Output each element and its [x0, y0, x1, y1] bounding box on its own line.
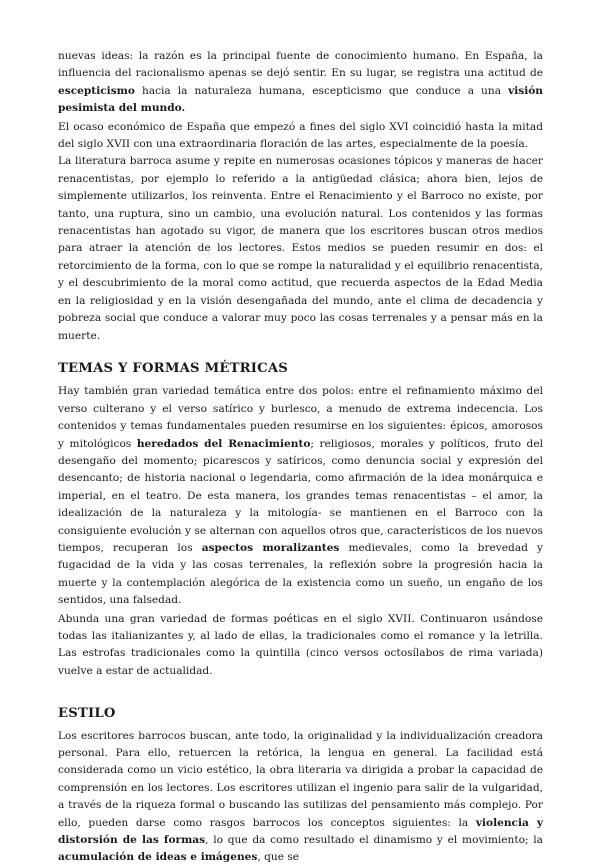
paragraph-racionalismo [58, 48, 543, 118]
section-heading-estilo: ESTILO [58, 706, 116, 722]
section-heading-temas: TEMAS Y FORMAS MÉTRICAS [58, 360, 289, 376]
text: , lo que da como resultado el dinamismo y el movimiento; la [205, 834, 543, 847]
text: hacia la naturaleza humana, escepticismo que conduce a una [134, 84, 509, 97]
text: medievales, como la brevedad y fugacidad de la vida y las cosas terrenales, la reflexión sobre la progresión hacia la muerte y la contemplación alegórica de la existencia como un sueño, un engaño de los sentidos, una falsedad. [58, 541, 543, 607]
bold-term: heredados del Renacimiento [136, 437, 311, 450]
paragraph-ocaso: El ocaso económico de España que empezó a fines del siglo XVI coincidió hasta la mitad del siglo XVII con una extraordinaria floración de las artes, especialmente de la poesía. [58, 120, 543, 151]
bold-term: violencia y distorsión de las formas [58, 816, 543, 847]
bold-term: escepticismo [58, 84, 135, 97]
paragraph-literatura-barroca: La literatura barroca asume y repite en numerosas ocasiones tópicos y maneras de hacer renacentistas, por ejemplo lo referido a la antigüedad clásica; ahora bien, lejos de simplemente utilizarlos, los reinventa. Entre el Renacimiento y el Barroco no existe, por tanto, una ruptura, sino un cambio, una evolución natural. Los contenidos y las formas renacentistas han agotado su vigor, de manera que los escritores buscan otros medios para atraer la atención de los lectores. Estos medios se pueden resumir en dos: el retorcimiento de la forma, con lo que se rompe la naturalidad y el equilibrio renacentista, y el descubrimiento de la moral como actitud, que recuerda aspectos de la Edad Media en la religiosidad y en la visión desengañada del mundo, ante el clima de decadencia y pobreza social que conduce a valorar muy poco las cosas terrenales y a pensar más en la muerte. [58, 155, 543, 342]
text: ; religiosos, morales y políticos, fruto del desengaño del momento; picarescos y satíricos, como denuncia social y expresión del desencanto; de historia nacional o legendaria, como afirmación de la idea monárquica e imperial, en el teatro. De esta manera, los grandes temas renacentistas – el amor, la idealización de la naturaleza y la mitología- se mantienen en el Barroco con la consiguiente evolución y se alternan con aquellos otros que, característicos de los nuevos tiempos, recuperan los [58, 437, 543, 554]
text: nuevas ideas: la razón es la principal fuente de conocimiento humano. En España, la influencia del racionalismo apenas se dejó sentir. En su lugar, se registra una actitud de [58, 50, 543, 80]
bold-term: aspectos moralizantes [201, 541, 340, 554]
paragraph-estilo [58, 728, 543, 867]
paragraph-temas [58, 383, 543, 609]
paragraph-formas-poeticas: Abunda una gran variedad de formas poéticas en el siglo XVII. Continuaron usándose todas las italianizantes y, al lado de ellas, la tradicionales como el romance y la letrilla. Las estrofas tradicionales como la quintilla (cinco versos octosílabos de rima variada) vuelve a estar de actualidad. [58, 612, 543, 677]
bold-term: acumulación de ideas e imágenes [58, 851, 258, 864]
bold-term: visión pesimista del mundo. [58, 84, 543, 115]
text: Los escritores barrocos buscan, ante todo, la originalidad y la individualización creadora personal. Para ello, retuercen la retórica, la lengua en general. La facilidad está considerada como un vicio estético, la obra literaria va dirigida a probar la capacidad de comprensión en los lectores. Los escritores utilizan el ingenio para salir de la vulgaridad, a través de la riqueza formal o buscando las sutilizas del pensamiento más complejo. Por ello, pueden darse como rasgos barrocos los conceptos siguientes: la [58, 729, 543, 829]
text: , que se [257, 851, 300, 864]
text: Hay también gran variedad temática entre dos polos: entre el refinamiento máximo del verso culterano y el verso satírico y burlesco, a menudo de extrema indecencia. Los contenidos y temas fundamentales pueden resumirse en los siguientes: épicos, amorosos y mitológicos [58, 385, 543, 450]
page-body [58, 48, 543, 867]
